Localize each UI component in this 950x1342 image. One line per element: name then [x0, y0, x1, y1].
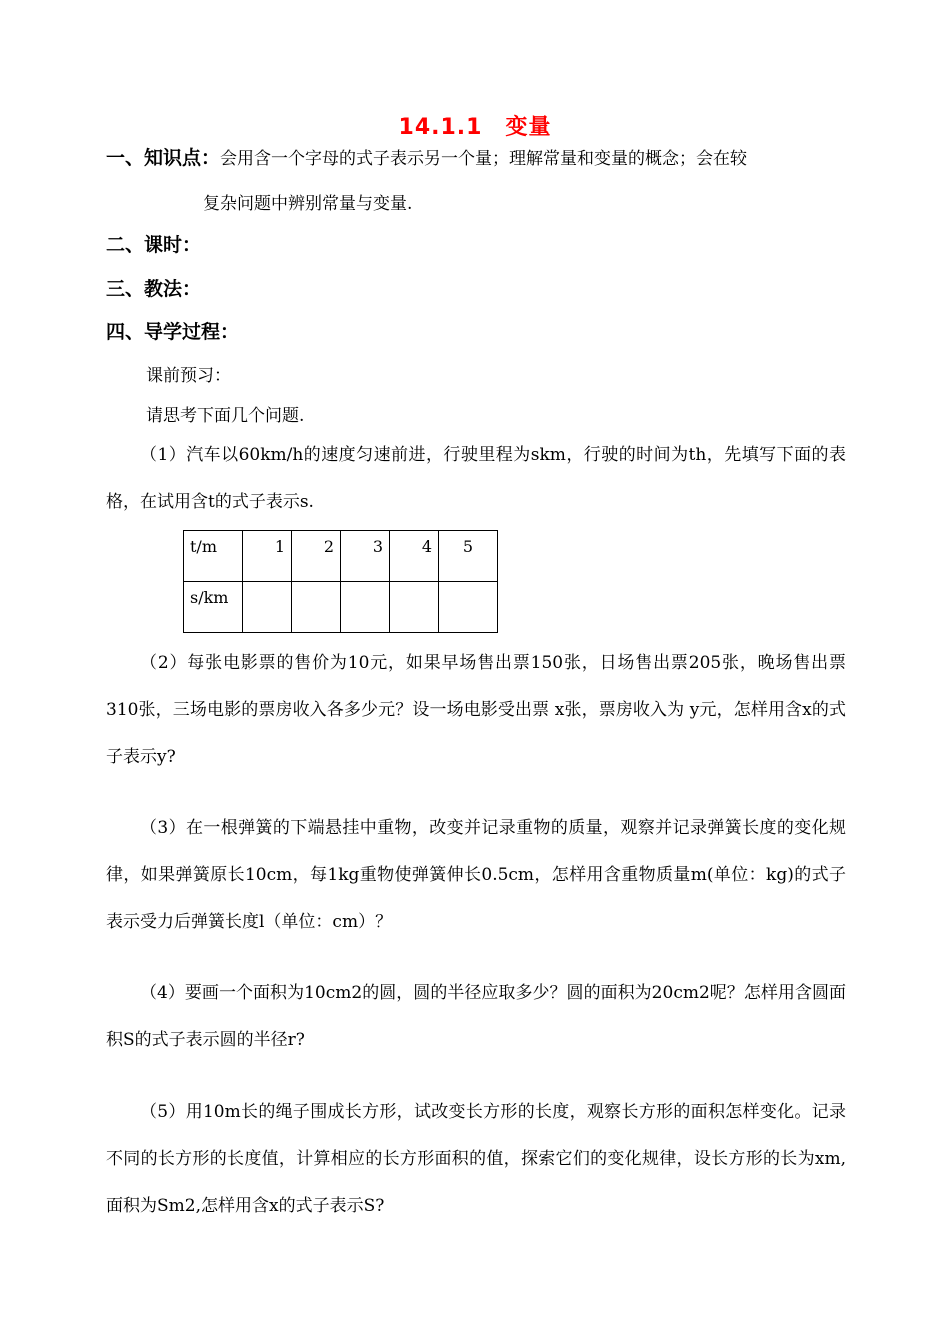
- section-knowledge-heading: 一、知识点：: [106, 147, 221, 169]
- table-cell-empty: [292, 582, 341, 633]
- intro-text: 请思考下面几个问题.: [146, 406, 305, 426]
- page-title: 14.1.1 变量: [398, 115, 552, 140]
- question-4: （4）要画一个面积为10cm2的圆，圆的半径应取多少？圆的面积为20cm2呢？怎样用含圆面积S的式子表示圆的半径r?: [106, 983, 846, 1050]
- section-guided-process-heading: 四、导学过程：: [106, 321, 240, 343]
- table-cell: 4: [390, 531, 439, 582]
- table-row: [184, 531, 498, 582]
- table-cell-empty: [390, 582, 439, 633]
- table-cell: 5: [439, 531, 498, 582]
- time-distance-table: [183, 530, 498, 633]
- section-knowledge: [106, 146, 747, 171]
- section-teaching-method-heading: 三、教法：: [106, 278, 202, 300]
- table-cell: 2: [292, 531, 341, 582]
- table-row: [184, 582, 498, 633]
- table-cell-header: s/km: [184, 582, 243, 633]
- table-cell: 3: [341, 531, 390, 582]
- table-cell-empty: [439, 582, 498, 633]
- question-5: （5）用10m长的绳子围成长方形，试改变长方形的长度，观察长方形的面积怎样变化。记录不同的长方形的长度值，计算相应的长方形面积的值，探索它们的变化规律，设长方形的长为xm,面积为Sm2,怎样用含x的式子表示S?: [106, 1102, 846, 1216]
- table-cell-empty: [341, 582, 390, 633]
- question-2: （2）每张电影票的售价为10元，如果早场售出票150张，日场售出票205张，晚场售出票310张，三场电影的票房收入各多少元？设一场电影受出票 x张，票房收入为 y元，怎样用含x的式子表示y?: [106, 653, 846, 767]
- preview-label: 课前预习：: [146, 366, 231, 386]
- table-cell-header: t/m: [184, 531, 243, 582]
- question-3: （3）在一根弹簧的下端悬挂中重物，改变并记录重物的质量，观察并记录弹簧长度的变化规律，如果弹簧原长10cm，每1kg重物使弹簧伸长0.5cm，怎样用含重物质量m(单位：kg)的式子表示受力后弹簧长度l（单位：cm）？: [106, 818, 846, 932]
- question-1: （1）汽车以60km/h的速度匀速前进，行驶里程为skm，行驶的时间为th，先填写下面的表格，在试用含t的式子表示s.: [106, 445, 846, 512]
- section-knowledge-text-line2: 复杂问题中辨别常量与变量.: [203, 194, 413, 214]
- table-cell: 1: [243, 531, 292, 582]
- table-cell-empty: [243, 582, 292, 633]
- section-lesson-hours-heading: 二、课时：: [106, 234, 202, 256]
- section-knowledge-text-line1: 会用含一个字母的式子表示另一个量；理解常量和变量的概念；会在较: [220, 149, 748, 169]
